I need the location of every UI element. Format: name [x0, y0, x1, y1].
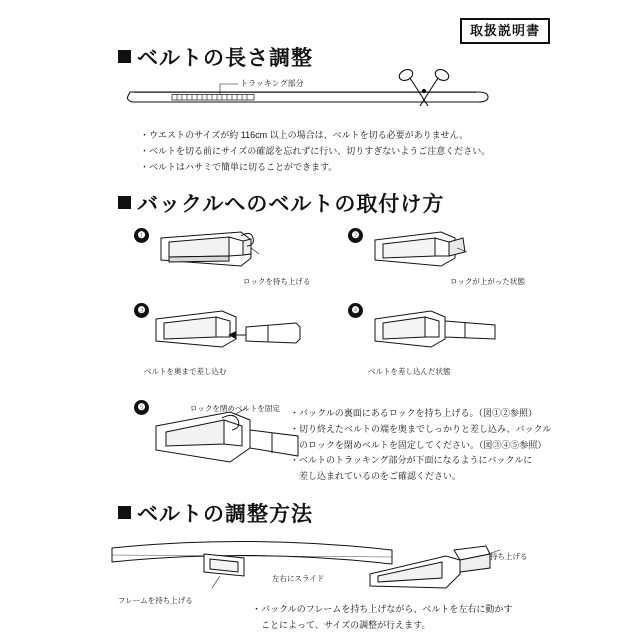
label-lift-right: 持ち上げる: [490, 552, 528, 561]
bullet-square-icon: [118, 506, 131, 519]
length-notes: [140, 128, 490, 175]
step-caption-1: ロックを持ち上げる: [243, 277, 311, 286]
length-note-1: ・ベルトを切る前にサイズの確認を忘れずに行い、切りすぎないようご注意ください。: [140, 145, 491, 156]
attach-note-0: ・バックルの裏面にあるロックを持ち上げる。（図①②参照）: [290, 408, 538, 418]
attach-note-3: ・ベルトのトラッキング部分が下面になるようにバックルに: [290, 455, 533, 466]
section-heading-attach-text: バックルへのベルトの取付け方: [137, 193, 445, 216]
step-caption-5: ロックを閉めベルトを固定: [190, 404, 280, 413]
adjust-note-0: ・バックルのフレームを持ち上げながら、ベルトを左右に動かす: [252, 604, 513, 614]
figure-belt-cut: [120, 72, 500, 122]
attach-notes: [290, 406, 551, 485]
bullet-square-icon: [118, 196, 131, 209]
section-heading-adjust-text: ベルトの調整方法: [137, 503, 313, 526]
figure-adjust-right: [368, 540, 508, 596]
label-slide: 左右にスライド: [272, 574, 325, 583]
length-note-0: ・ウエストのサイズが約 116cm 以上の場合は、ベルトを切る必要がありません。: [140, 130, 469, 140]
step-number-3: ❸: [134, 303, 149, 318]
section-heading-length-text: ベルトの長さ調整: [137, 47, 313, 70]
section-heading-attach: [118, 188, 444, 218]
adjust-notes: [252, 602, 512, 634]
step-caption-4: ベルトを差し込んだ状態: [368, 367, 451, 376]
bullet-square-icon: [118, 50, 131, 63]
section-heading-length: [118, 42, 313, 72]
step-caption-2: ロックが上がった状態: [450, 277, 525, 286]
step-number-4: ❹: [348, 303, 363, 318]
step-caption-3: ベルトを奥まで差し込む: [144, 367, 227, 376]
section-heading-adjust: [118, 498, 313, 528]
figure-step-2: [369, 228, 479, 278]
label-lift-frame: フレームを持ち上げる: [118, 596, 193, 605]
adjust-note-1: ことによって、サイズの調整が行えます。: [252, 619, 431, 630]
manual-badge: 取扱説明書: [460, 18, 550, 44]
step-number-1: ❶: [134, 228, 149, 243]
step-number-2: ❷: [348, 228, 363, 243]
length-note-2: ・ベルトはハサミで簡単に切ることができます。: [140, 161, 338, 172]
figure-step-3: [150, 305, 310, 367]
attach-note-2: のロックを閉めベルトを固定してください。（図③④⑤参照）: [290, 439, 547, 450]
attach-note-1: ・切り終えたベルトの端を奥までしっかりと差し込み、バックル: [290, 423, 552, 434]
figure-step-1: [155, 228, 265, 278]
figure-adjust-left: [108, 536, 398, 598]
step-number-5: ❺: [134, 400, 149, 415]
figure-step-4: [369, 305, 529, 367]
attach-note-4: 差し込まれているのをご確認ください。: [290, 471, 462, 481]
figure-label-tracking: トラッキング部分: [240, 79, 304, 88]
